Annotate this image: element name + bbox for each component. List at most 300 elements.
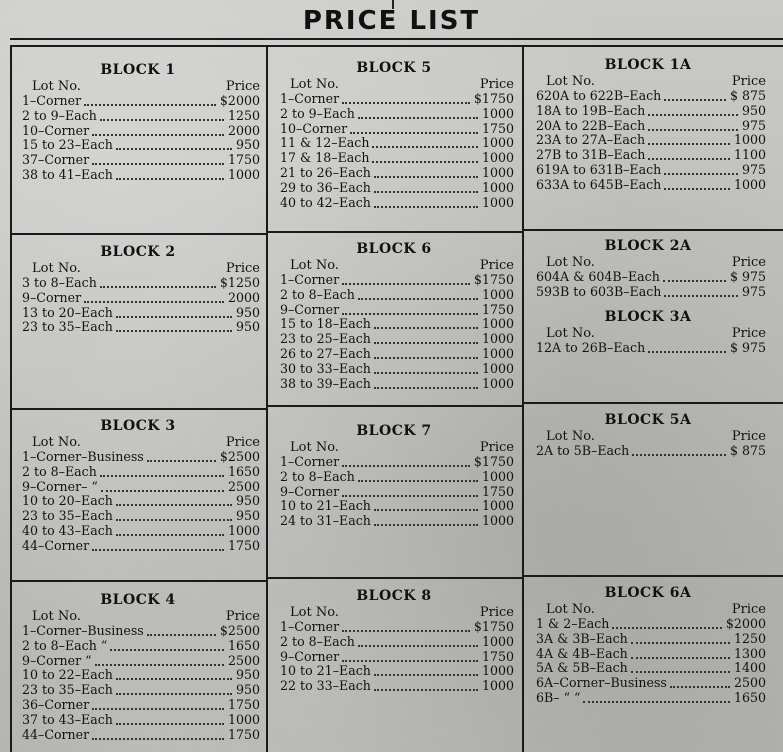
lot-label: 2 to 8–Each <box>280 286 355 302</box>
price-header: Price <box>731 326 766 341</box>
lot-label: 12A to 26B–Each <box>536 340 646 355</box>
lot-price: 1750 <box>481 301 514 317</box>
lot-row <box>270 316 518 331</box>
lot-price: $1250 <box>219 275 260 290</box>
lot-label: 23 to 35–Each <box>22 682 113 698</box>
lot-row <box>270 649 518 664</box>
lot-row <box>12 108 264 123</box>
lot-label: 633A to 645B–Each <box>536 176 662 192</box>
lot-row <box>270 121 518 136</box>
lot-label: 620A to 622B–Each <box>536 88 662 103</box>
leader-dots <box>632 452 726 456</box>
leader-dots <box>374 325 478 329</box>
lot-label: 1–Corner <box>280 454 340 469</box>
leader-dots <box>358 296 478 300</box>
leader-dots <box>670 684 730 688</box>
lot-label: 2 to 8–Each <box>22 463 97 479</box>
leader-dots <box>372 159 478 163</box>
leader-dots <box>116 146 232 150</box>
lot-price: 1750 <box>227 726 260 742</box>
leader-dots <box>648 156 730 160</box>
block-5a <box>526 412 770 458</box>
col1-row-rule-3 <box>10 580 266 582</box>
lot-row <box>270 91 518 106</box>
top-double-rule-2 <box>10 45 783 47</box>
block-7 <box>270 423 518 528</box>
lot-row <box>270 361 518 376</box>
lot-label: 40 to 43–Each <box>22 522 113 538</box>
lot-row <box>12 667 264 682</box>
lot-row <box>12 275 264 290</box>
block-title: BLOCK 2 <box>100 244 176 260</box>
lot-row <box>270 302 518 317</box>
lot-row <box>12 319 264 334</box>
lot-row <box>526 103 770 118</box>
lot-price: 2500 <box>227 652 260 668</box>
lot-price: 1000 <box>481 135 514 151</box>
column-header <box>12 79 264 93</box>
lot-no-header: Lot No. <box>32 435 81 450</box>
leader-dots <box>92 161 224 165</box>
lot-label: 18A to 19B–Each <box>536 102 646 118</box>
lot-label: 13 to 20–Each <box>22 304 113 320</box>
lot-row <box>526 88 770 103</box>
leader-dots <box>648 127 738 131</box>
col1-row-rule-1 <box>10 233 266 235</box>
column-divider-1 <box>266 45 268 752</box>
lot-price: $ 875 <box>729 443 766 458</box>
leader-dots <box>100 473 224 477</box>
lot-price: 1250 <box>227 107 260 123</box>
lot-price: 950 <box>235 137 260 153</box>
lot-label: 30 to 33–Each <box>280 360 371 376</box>
leader-dots <box>350 130 478 134</box>
lot-label: 3 to 8–Each <box>22 275 97 290</box>
lot-price: $2500 <box>219 623 260 638</box>
lot-row <box>526 660 770 675</box>
leader-dots <box>374 340 478 344</box>
lot-label: 5A & 5B–Each <box>536 660 628 676</box>
price-header: Price <box>225 79 260 94</box>
price-header: Price <box>731 255 766 270</box>
lot-row <box>12 167 264 182</box>
lot-row <box>270 619 518 634</box>
price-header: Price <box>731 602 766 617</box>
lot-row <box>526 269 770 284</box>
lot-label: 23 to 35–Each <box>22 319 113 335</box>
leader-dots <box>648 141 730 145</box>
lot-row <box>270 287 518 302</box>
block-6 <box>270 241 518 390</box>
lot-row <box>270 454 518 469</box>
lot-label: 9–Corner <box>280 648 340 664</box>
lot-label: 26 to 27–Each <box>280 345 371 361</box>
lot-label: 23 to 35–Each <box>22 508 113 524</box>
lot-label: 10 to 20–Each <box>22 493 113 509</box>
block-2 <box>12 244 264 334</box>
leader-dots <box>358 115 478 119</box>
lot-price: $2000 <box>219 93 260 108</box>
price-header: Price <box>225 261 260 276</box>
lot-label: 22 to 33–Each <box>280 678 371 694</box>
leader-dots <box>116 328 232 332</box>
lot-row <box>526 118 770 133</box>
lot-row <box>270 346 518 361</box>
lot-row <box>270 150 518 165</box>
block-title: BLOCK 2A <box>604 238 692 254</box>
lot-price: 1000 <box>481 498 514 514</box>
lot-price: 1000 <box>227 522 260 538</box>
block-title: BLOCK 1A <box>604 57 692 73</box>
column-header <box>270 77 518 91</box>
column-divider-2 <box>522 45 524 752</box>
lot-label: 9–Corner <box>280 483 340 499</box>
lot-row <box>526 284 770 299</box>
lot-label: 21 to 26–Each <box>280 164 371 180</box>
lot-price: $1750 <box>473 91 514 106</box>
lot-row <box>270 135 518 150</box>
lot-price: 975 <box>741 117 766 133</box>
lot-price: 950 <box>235 493 260 509</box>
leader-dots <box>374 355 478 359</box>
price-header: Price <box>225 435 260 450</box>
leader-dots <box>664 293 738 297</box>
lot-row <box>12 123 264 138</box>
block-title: BLOCK 6 <box>356 241 432 257</box>
col3-row-rule-1 <box>524 229 783 231</box>
lot-label: 23 to 25–Each <box>280 331 371 347</box>
lot-label: 1–Corner–Business <box>22 623 144 638</box>
lot-price: $1750 <box>473 454 514 469</box>
lot-label: 10 to 21–Each <box>280 498 371 514</box>
price-header: Price <box>479 605 514 620</box>
lot-price: 1000 <box>733 132 766 148</box>
column-header <box>526 602 770 616</box>
lot-row <box>526 340 770 355</box>
lot-price: 1000 <box>481 105 514 121</box>
price-header: Price <box>731 74 766 89</box>
leader-dots <box>342 658 478 662</box>
leader-dots <box>583 699 730 703</box>
lot-price: 1400 <box>733 660 766 676</box>
lot-row <box>270 498 518 513</box>
column-header <box>526 255 770 269</box>
block-1 <box>12 62 264 182</box>
column-header <box>12 435 264 449</box>
leader-dots <box>84 299 224 303</box>
leader-dots <box>612 625 722 629</box>
lot-label: 17 & 18–Each <box>280 150 370 166</box>
lot-price: 1000 <box>481 468 514 484</box>
lot-no-header: Lot No. <box>290 440 339 455</box>
lot-price: 950 <box>235 667 260 683</box>
column-header <box>270 605 518 619</box>
lot-label: 44–Corner <box>22 537 90 553</box>
leader-dots <box>342 311 478 315</box>
col2-row-rule-2 <box>268 405 522 407</box>
lot-row <box>526 443 770 458</box>
top-double-rule <box>10 38 783 40</box>
leader-dots <box>92 547 224 551</box>
lot-price: 1000 <box>481 513 514 529</box>
lot-row <box>12 93 264 108</box>
leader-dots <box>101 488 224 492</box>
price-header: Price <box>479 258 514 273</box>
lot-price: 1750 <box>227 537 260 553</box>
leader-dots <box>374 174 478 178</box>
lot-label: 2A to 5B–Each <box>536 443 630 458</box>
lot-label: 10 to 22–Each <box>22 667 113 683</box>
lot-row <box>270 513 518 528</box>
block-title: BLOCK 1 <box>100 62 176 78</box>
price-header: Price <box>479 440 514 455</box>
leader-dots <box>116 691 232 695</box>
lot-row <box>12 538 264 553</box>
lot-row <box>270 634 518 649</box>
leader-dots <box>664 171 738 175</box>
lot-price: 1000 <box>481 194 514 210</box>
leader-dots <box>631 640 730 644</box>
leader-dots <box>374 204 478 208</box>
lot-price: 1750 <box>481 648 514 664</box>
leader-dots <box>116 314 232 318</box>
lot-row <box>526 675 770 690</box>
leader-dots <box>116 532 224 536</box>
lot-row <box>12 449 264 464</box>
lot-row <box>270 469 518 484</box>
lot-label: 1 & 2–Each <box>536 616 610 631</box>
lot-row <box>270 484 518 499</box>
lot-label: 40 to 42–Each <box>280 194 371 210</box>
price-header: Price <box>225 609 260 624</box>
lot-price: 950 <box>235 682 260 698</box>
lot-price: $ 975 <box>729 340 766 355</box>
lot-label: 6A–Corner–Business <box>536 675 667 691</box>
lot-row <box>526 132 770 147</box>
lot-price: 950 <box>235 304 260 320</box>
lot-row <box>12 479 264 494</box>
lot-price: 1000 <box>481 678 514 694</box>
lot-price: 1000 <box>481 179 514 195</box>
lot-price: 1300 <box>733 645 766 661</box>
lot-row <box>12 305 264 320</box>
leader-dots <box>664 186 730 190</box>
column-header <box>12 609 264 623</box>
lot-price: $2000 <box>725 616 766 631</box>
lot-price: 1250 <box>733 630 766 646</box>
leader-dots <box>100 117 224 121</box>
lot-price: 1100 <box>733 147 766 163</box>
lot-label: 4A & 4B–Each <box>536 645 628 661</box>
block-5 <box>270 60 518 209</box>
lot-price: 950 <box>235 508 260 524</box>
leader-dots <box>374 507 478 511</box>
leader-dots <box>92 132 224 136</box>
lot-row <box>270 180 518 195</box>
leader-dots <box>92 736 224 740</box>
lot-price: 2500 <box>227 478 260 494</box>
lot-price: 1000 <box>481 164 514 180</box>
leader-dots <box>374 522 478 526</box>
lot-price: 1000 <box>227 711 260 727</box>
lot-label: 20A to 22B–Each <box>536 117 646 133</box>
block-title: BLOCK 8 <box>356 588 432 604</box>
leader-dots <box>116 517 232 521</box>
lot-label: 23A to 27A–Each <box>536 132 646 148</box>
block-4 <box>12 592 264 741</box>
lot-price: 1000 <box>481 345 514 361</box>
leader-dots <box>664 97 726 101</box>
lot-price: $ 975 <box>729 269 766 284</box>
lot-label: 593B to 603B–Each <box>536 283 662 299</box>
lot-label: 1–Corner–Business <box>22 449 144 464</box>
block-title: BLOCK 3A <box>604 309 692 325</box>
leader-dots <box>95 662 224 666</box>
lot-label: 29 to 36–Each <box>280 179 371 195</box>
lot-row <box>12 623 264 638</box>
leader-dots <box>116 721 224 725</box>
lot-row <box>526 646 770 661</box>
lot-price: 1750 <box>227 696 260 712</box>
column-header <box>526 326 770 340</box>
block-2a <box>526 238 770 299</box>
lot-label: 2 to 8–Each <box>280 633 355 649</box>
lot-price: $2500 <box>219 449 260 464</box>
leader-dots <box>342 463 470 467</box>
lot-no-header: Lot No. <box>546 255 595 270</box>
lot-row <box>526 690 770 705</box>
leader-dots <box>116 176 224 180</box>
lot-row <box>526 147 770 162</box>
lot-price: 1000 <box>481 375 514 391</box>
lot-row <box>12 137 264 152</box>
lot-row <box>12 464 264 479</box>
lot-label: 37–Corner <box>22 152 90 168</box>
lot-label: 6B– “ “ <box>536 689 581 705</box>
column-header <box>526 429 770 443</box>
leader-dots <box>374 370 478 374</box>
lot-price: 2000 <box>227 122 260 138</box>
block-title: BLOCK 7 <box>356 423 432 439</box>
lot-price: 1750 <box>481 120 514 136</box>
leader-dots <box>342 100 470 104</box>
lot-price: 1650 <box>733 689 766 705</box>
lot-price: 1000 <box>481 331 514 347</box>
lot-label: 604A & 604B–Each <box>536 269 660 284</box>
price-header: Price <box>731 429 766 444</box>
block-8 <box>270 588 518 693</box>
col3-row-rule-2 <box>524 402 783 404</box>
lot-label: 38 to 41–Each <box>22 166 113 182</box>
lot-row <box>12 697 264 712</box>
lot-label: 10 to 21–Each <box>280 663 371 679</box>
column-header <box>270 258 518 272</box>
lot-row <box>270 165 518 180</box>
lot-no-header: Lot No. <box>32 79 81 94</box>
lot-price: 1000 <box>227 166 260 182</box>
column-header <box>12 261 264 275</box>
lot-price: 1000 <box>481 150 514 166</box>
col1-row-rule-2 <box>10 408 266 410</box>
lot-label: 1–Corner <box>280 619 340 634</box>
block-title: BLOCK 4 <box>100 592 176 608</box>
lot-label: 11 & 12–Each <box>280 135 370 151</box>
lot-row <box>270 106 518 121</box>
lot-price: 950 <box>235 319 260 335</box>
lot-label: 3A & 3B–Each <box>536 630 628 646</box>
lot-price: $1750 <box>473 619 514 634</box>
lot-label: 2 to 9–Each <box>22 107 97 123</box>
leader-dots <box>372 144 478 148</box>
lot-label: 44–Corner <box>22 726 90 742</box>
lot-label: 36–Corner <box>22 696 90 712</box>
lot-row <box>12 727 264 742</box>
lot-no-header: Lot No. <box>546 74 595 89</box>
leader-dots <box>663 278 726 282</box>
leader-dots <box>147 632 216 636</box>
block-3a <box>526 309 770 355</box>
leader-dots <box>92 706 224 710</box>
lot-label: 9–Corner <box>22 289 82 305</box>
price-header: Price <box>479 77 514 92</box>
lot-label: 1–Corner <box>280 272 340 287</box>
lot-label: 2 to 8–Each <box>280 468 355 484</box>
lot-no-header: Lot No. <box>546 326 595 341</box>
lot-row <box>270 663 518 678</box>
block-title: BLOCK 5A <box>604 412 692 428</box>
lot-row <box>12 653 264 668</box>
lot-price: 950 <box>741 102 766 118</box>
lot-price: $1750 <box>473 272 514 287</box>
lot-no-header: Lot No. <box>32 261 81 276</box>
leader-dots <box>374 189 478 193</box>
leader-dots <box>648 349 726 353</box>
page-title: PRICE LIST <box>302 6 481 36</box>
lot-price: 1750 <box>481 483 514 499</box>
lot-row <box>526 162 770 177</box>
column-header <box>270 440 518 454</box>
col2-row-rule-3 <box>268 577 522 579</box>
block-6a <box>526 585 770 705</box>
leader-dots <box>84 102 216 106</box>
lot-label: 2 to 8–Each “ <box>22 637 108 653</box>
lot-price: $ 875 <box>729 88 766 103</box>
lot-price: 1000 <box>481 286 514 302</box>
lot-row <box>270 331 518 346</box>
col2-row-rule-1 <box>268 231 522 233</box>
leader-dots <box>631 655 730 659</box>
lot-price: 1650 <box>227 463 260 479</box>
leader-dots <box>631 669 730 673</box>
lot-row <box>270 678 518 693</box>
lot-no-header: Lot No. <box>546 429 595 444</box>
lot-row <box>526 616 770 631</box>
lot-no-header: Lot No. <box>290 77 339 92</box>
lot-row <box>270 272 518 287</box>
lot-price: 1650 <box>227 637 260 653</box>
lot-no-header: Lot No. <box>290 258 339 273</box>
leader-dots <box>358 643 478 647</box>
block-1a <box>526 57 770 192</box>
lot-row <box>12 638 264 653</box>
lot-row <box>12 712 264 727</box>
leader-dots <box>110 647 224 651</box>
block-title: BLOCK 6A <box>604 585 692 601</box>
lot-price: 2000 <box>227 289 260 305</box>
lot-row <box>12 682 264 697</box>
leader-dots <box>374 687 478 691</box>
lot-row <box>12 152 264 167</box>
